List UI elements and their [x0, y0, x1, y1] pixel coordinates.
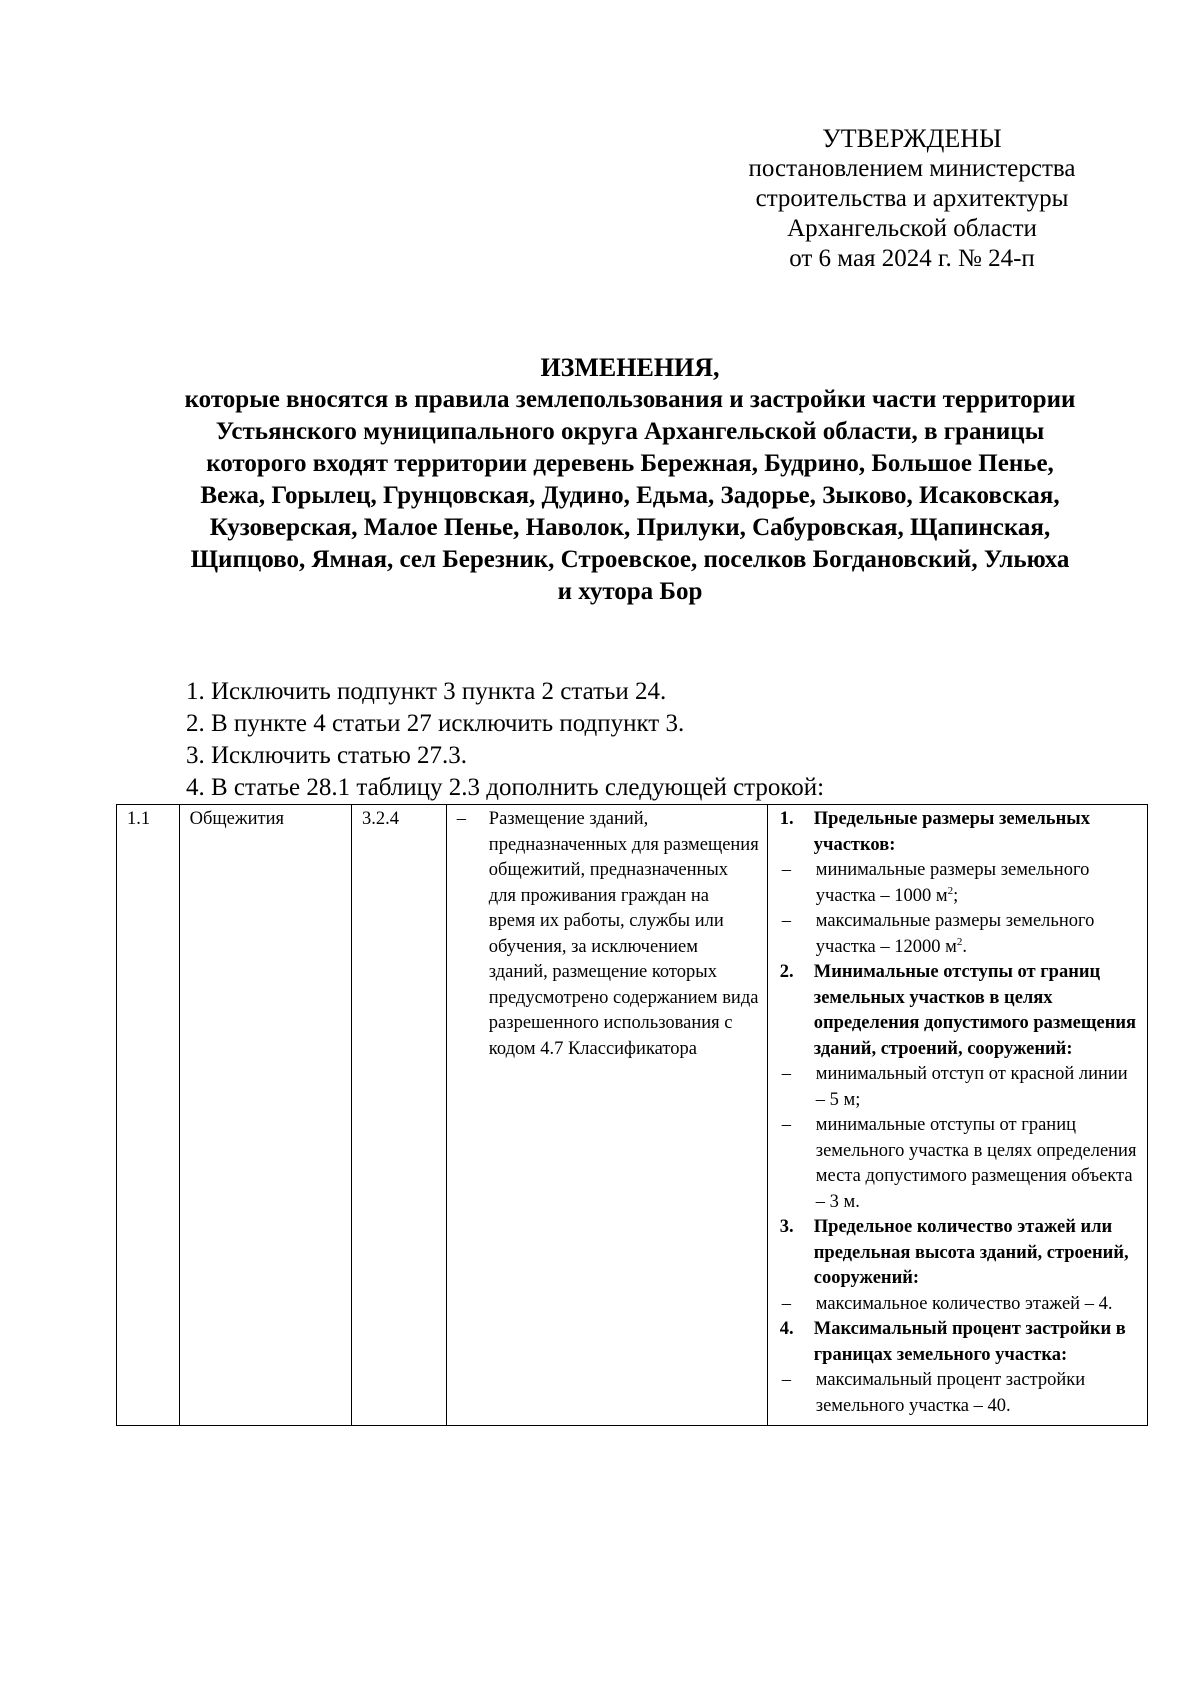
- title-line: Устьянского муниципального округа Архангельской области, в границы: [215, 418, 1045, 445]
- insert-table: [116, 804, 1148, 1426]
- param-item: – максимальные размеры земельного участка – 12000 $м^2$.: [781, 911, 1095, 957]
- param-section-heading: 2. Минимальные отступы от границ земельных участков в целях определения допустимого размещения зданий, строений, сооружений:: [779, 962, 1137, 1059]
- approval-line: постановлением министерства: [748, 155, 1076, 182]
- dash-marker: –: [456, 809, 467, 829]
- title-line: Кузоверская, Малое Пенье, Наволок, Прилуки, Сабуровская, Щапинская,: [209, 514, 1051, 541]
- cell-number: 1.1: [117, 805, 180, 1426]
- param-item: – минимальные отступы от границ земельного участка в целях определения места допустимого размещения объекта – 3 м.: [781, 1115, 1137, 1212]
- cell-parameters: [767, 805, 1147, 1426]
- amendment-item: 3. Исключить статью 27.3.: [186, 742, 468, 769]
- table-row: [117, 805, 1148, 1426]
- cell-use-code: 3.2.4: [352, 805, 447, 1426]
- approval-line: строительства и архитектуры: [755, 185, 1069, 212]
- title-main: ИЗМЕНЕНИЯ,: [540, 353, 720, 382]
- param-item: – максимальное количество этажей – 4.: [781, 1293, 1113, 1314]
- param-section-heading: 4. Максимальный процент застройки в границах земельного участка:: [779, 1319, 1126, 1365]
- cell-description: [446, 805, 767, 1426]
- title-line: которые вносятся в правила землепользования и застройки части территории: [184, 386, 1076, 413]
- param-item: – максимальный процент застройки земельного участка – 40.: [781, 1370, 1086, 1416]
- document-title: [110, 352, 1150, 608]
- param-item: – минимальные размеры земельного участка – 1000 $м^2$;: [781, 860, 1090, 906]
- amendment-item: 2. В пункте 4 статьи 27 исключить подпункт 3.: [186, 710, 685, 737]
- amendment-item: 4. В статье 28.1 таблицу 2.3 дополнить следующей строкой:: [186, 774, 825, 801]
- title-line: и хутора Бор: [557, 578, 703, 605]
- description-text: Размещение зданий, предназначенных для размещения общежитий, предназначенных для проживания граждан на время их работы, службы или обучения, за исключением зданий, размещение которых предусмотрено содержанием вида разрешенного использования с кодом 4.7 Классификатора: [488, 809, 759, 1059]
- title-line: Щипцово, Ямная, сел Березник, Строевское, поселков Богдановский, Ульюха: [190, 546, 1070, 573]
- param-item: – минимальный отступ от красной линии – 5 м;: [781, 1064, 1128, 1110]
- cell-use-name: Общежития: [179, 805, 351, 1426]
- param-section-heading: 3. Предельное количество этажей или предельная высота зданий, строений, сооружений:: [779, 1217, 1129, 1288]
- amendment-list: [186, 676, 1166, 804]
- approval-heading: УТВЕРЖДЕНЫ: [822, 124, 1002, 153]
- title-line: которого входят территории деревень Бережная, Будрино, Большое Пенье,: [206, 450, 1054, 477]
- approval-line: от 6 мая 2024 г. № 24-п: [789, 245, 1035, 272]
- amendment-item: 1. Исключить подпункт 3 пункта 2 статьи 24.: [186, 678, 667, 705]
- param-section-heading: 1. Предельные размеры земельных участков:: [779, 809, 1090, 855]
- approval-line: Архангельской области: [787, 215, 1037, 242]
- approval-stamp: [700, 124, 1124, 274]
- title-line: Вежа, Горылец, Грунцовская, Дудино, Едьма, Задорье, Зыково, Исаковская,: [200, 482, 1060, 509]
